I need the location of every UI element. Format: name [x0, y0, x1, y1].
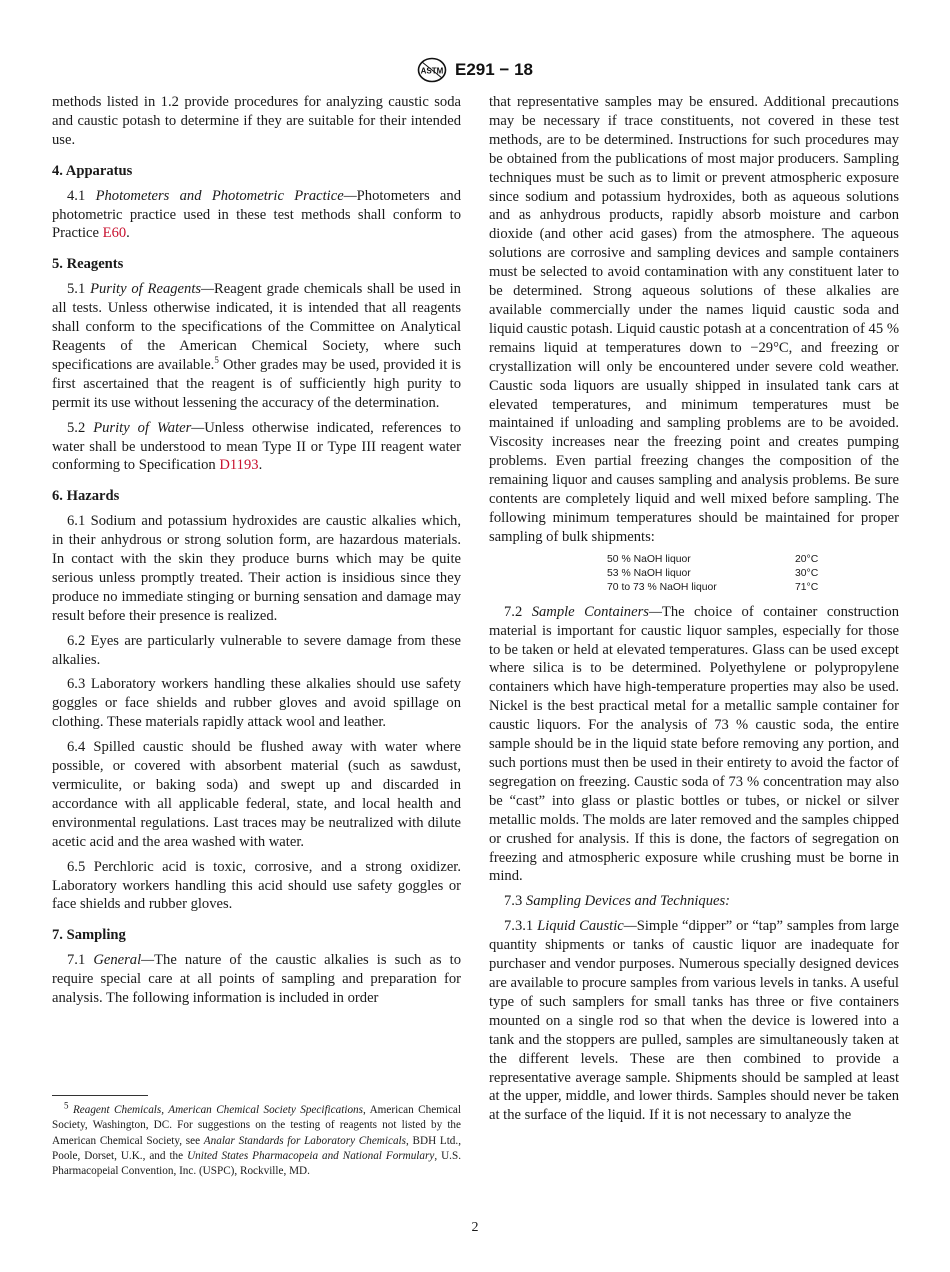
- table-row: [607, 581, 818, 595]
- temperature-cell: 71°C: [795, 581, 819, 593]
- right-column: [489, 93, 899, 1131]
- paragraph-6-1: 6.1 Sodium and potassium hydroxides are caustic alkalies which, in their anhydrous or strong solution form, are hazardous materials. In contact with the skin they produce burns which may be quite serious unless promptly treated. Their action is insidious since they produce no immediate stinging or burning sensation and damage may result before their presence is realized.: [52, 513, 461, 624]
- intro-paragraph: methods listed in 1.2 provide procedures for analyzing caustic soda and caustic potash to determine if they are suitable for their intended use.: [52, 94, 461, 148]
- table-row: [607, 553, 818, 567]
- paragraph-6-5: 6.5 Perchloric acid is toxic, corrosive, and a strong oxidizer. Laboratory workers handling this acid should use safety goggles or face shields and rubber gloves.: [52, 858, 461, 913]
- paragraph-7-1: 7.1 General—The nature of the caustic alkalies is such as to require special care at all points of sampling and preparation for analysis. The following information is included in order: [52, 952, 461, 1007]
- section-5-heading: 5. Reagents: [52, 256, 124, 273]
- paragraph-7-1-continued: that representative samples may be ensured. Additional precautions may be necessary if trace constituents, not covered in these test methods, are to be determined. Instructions for such procedures may be obtained from the publications of most major producers. Sampling techniques must be such as to limit or prevent atmospheric exposure since sodium and potassium hydroxides, both as aqueous solutions and as anhydrous products, rapidly absorb moisture and carbon dioxide (and other acid gases) from the atmosphere. The aqueous solutions are corrosive and sampling devices and sample containers must be selected to avoid contamination with any constituent later to be determined. Strong aqueous solutions of these alkalies are available commercially under the names liquid caustic soda and liquid caustic potash. Liquid caustic potash at a concentration of 45 % remains liquid at temperatures down to −29°C, and freezing or crystallization will only be encountered under severe cold weather. Caustic soda liquors are usually shipped in insulated tank cars at elevated temperatures, and minimum temperatures must be maintained if unloading and sampling problems are to be avoided. Viscosity increases near the freezing point and creates pumping problems. Even partial freezing changes the composition of the remaining liquor and causes sampling and analysis problems. Be sure contents are completely liquid and well mixed before sampling. The following minimum temperatures should be maintained for proper sampling of bulk shipments:: [489, 94, 899, 545]
- paragraph-6-4: 6.4 Spilled caustic should be flushed away with water where possible, or covered with absorbent material (such as sawdust, vermiculite, or baking soda) and swept up and discarded in accordance with all applicable federal, state, and local health and environmental regulations. Last traces may be neutralized with dilute acetic acid and the area washed with water.: [52, 739, 461, 850]
- paragraph-5-1: 5.1 Purity of Reagents—Reagent grade chemicals shall be used in all tests. Unless otherwise indicated, it is intended that all reagents shall conform to the specifications of the Committee on Analytical Reagents of the American Chemical Society, where such specifications are available.$^5$ Other grades may be used, provided it is first ascertained that the reagent is of sufficiently high purity to permit its use without lessening the accuracy of the determination.: [52, 281, 461, 411]
- minimum-temperature-table: [607, 553, 818, 595]
- footnote-ref-5[interactable]: 5: [214, 355, 219, 366]
- liquor-cell: 50 % NaOH liquor: [607, 553, 691, 565]
- page-number: 2: [471, 1220, 479, 1235]
- section-6-heading: 6. Hazards: [52, 488, 120, 505]
- paragraph-6-2: 6.2 Eyes are particularly vulnerable to severe damage from these alkalies.: [52, 632, 461, 668]
- paragraph-4-1: 4.1 Photometers and Photometric Practice—Photometers and photometric practice used in these test methods shall conform to Practice E60.: [52, 187, 462, 242]
- section-4-heading: 4. Apparatus: [52, 162, 133, 179]
- table-row: [607, 567, 818, 581]
- left-column: [52, 93, 461, 1014]
- astm-logo-icon: [417, 57, 447, 83]
- paragraph-7-3: 7.3 Sampling Devices and Techniques:: [504, 893, 731, 910]
- ref-link-e60[interactable]: E60: [102, 225, 127, 242]
- liquor-cell: 53 % NaOH liquor: [607, 567, 691, 579]
- astm-logo-text: ASTM: [420, 66, 444, 76]
- liquor-cell: 70 to 73 % NaOH liquor: [607, 581, 717, 593]
- paragraph-6-3: 6.3 Laboratory workers handling these alkalies should use safety goggles or face shields and rubber gloves and avoid spillage on clothing. These materials rapidly attack wool and leather.: [52, 676, 461, 731]
- footnote-divider: [52, 1095, 148, 1096]
- footnote-5: $^5$ Reagent Chemicals, American Chemical Society Specifications, American Chemical Society, Washington, DC. For suggestions on the testing of reagents not listed by the American Chemical Society, see Analar Standards for Laboratory Chemicals, BDH Ltd., Poole, Dorset, U.K., and the United States Pharmacopeia and National Formulary, U.S. Pharmacopeial Convention, Inc. (USPC), Rockville, MD.: [52, 1100, 462, 1178]
- document-id: E291 − 18: [455, 60, 533, 79]
- paragraph-7-2: 7.2 Sample Containers—The choice of container construction material is important for caustic liquor samples, especially for those to be taken or held at elevated temperatures. Glass can be used except where silica is to be determined. Polyethylene or polypropylene containers which have high-temperature properties may also be used. Nickel is the best practical metal for a metallic sample container for caustic liquors. For the analysis of 73 % caustic soda, the entire sample should be in the liquid state before removing any portion, and such portions must then be used in their entirety to avoid the factor of segregation on freezing. Caustic soda of 73 % concentration may also be “cast” into glass or plastic bottles or tubes, or nickel or silver metallic molds. The molds are later removed and the samples chipped or crushed for analysis. If this is done, the factors of segregation on freezing and atmospheric exposure while crushing must be borne in mind.: [489, 603, 899, 885]
- paragraph-5-2: 5.2 Purity of Water—Unless otherwise indicated, references to water shall be understood to mean Type II or Type III reagent water conforming to Specification D1193.: [52, 419, 461, 474]
- page-header: [0, 56, 950, 84]
- paragraph-7-3-1: 7.3.1 Liquid Caustic—Simple “dipper” or “tap” samples from large quantity shipments or tanks of caustic liquor are inadequate for purchaser and vendor purposes. Numerous specially designed devices are available to procure samples from various levels in tanks. A useful type of such samplers for small tanks has three or five containers mounted on a single rod so that when the device is lowered into a tank and the stoppers are pulled, samples are simultaneously taken at the different levels. These are then combined to provide a representative average sample. Shipments should be sampled at least at the upper, middle, and lower thirds. Samples should never be taken at the surface of the liquid. If it is not necessary to analyze the: [489, 918, 899, 1124]
- section-7-heading: 7. Sampling: [52, 927, 126, 944]
- ref-link-d1193[interactable]: D1193: [219, 457, 259, 474]
- temperature-cell: 30°C: [795, 567, 819, 579]
- temperature-cell: 20°C: [795, 553, 819, 565]
